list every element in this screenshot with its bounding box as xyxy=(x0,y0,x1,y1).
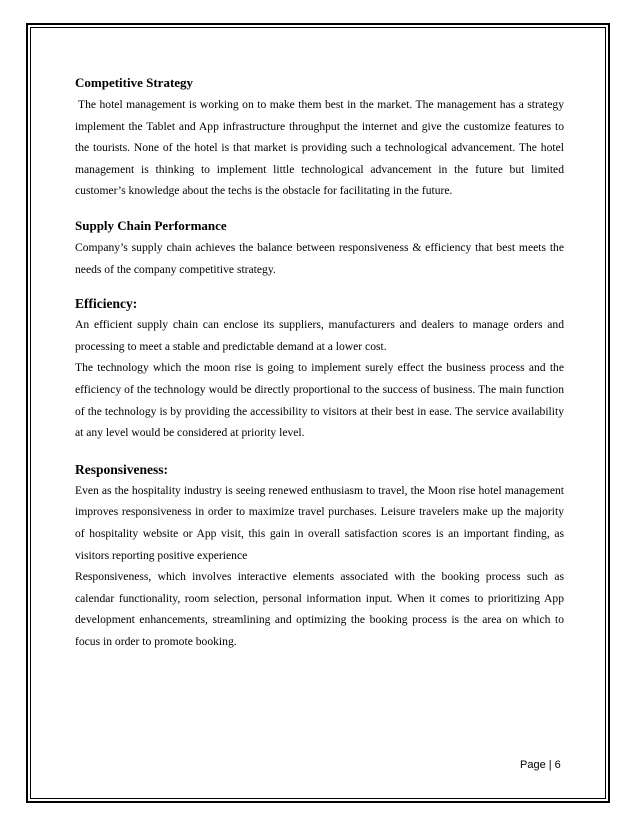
heading-competitive-strategy: Competitive Strategy xyxy=(75,75,194,90)
section-responsiveness xyxy=(75,461,564,653)
page-content xyxy=(75,74,564,652)
section-supply-chain xyxy=(75,217,564,280)
paragraph-responsiveness-2: Responsiveness, which involves interactive elements associated with the booking process such as calendar functionality, room selection, personal information input. When it comes to prioritizing App development enhancements, streamlining and optimizing the booking process is the area on which to focus in order to promote booking. xyxy=(75,570,564,648)
heading-efficiency: Efficiency: xyxy=(75,296,138,312)
page-number: Page | 6 xyxy=(520,759,561,771)
paragraph-efficiency-2: The technology which the moon rise is going to implement surely effect the business process and the efficiency of the technology would be directly proportional to the success of business. The main function of the technology is by providing the accessibility to visitors at their best in ease. The service availability at any level would be considered at priority level. xyxy=(75,361,564,440)
section-competitive-strategy xyxy=(75,74,564,202)
heading-supply-chain: Supply Chain Performance xyxy=(75,217,227,233)
heading-responsiveness: Responsiveness: xyxy=(75,461,169,477)
paragraph-competitive-strategy: The hotel management is working on to make them best in the market. The management has a strategy implement the Tablet and App infrastructure throughput the internet and give the customize features to the tourists. None of the hotel is that market is providing such a technological advancement. The hotel management is thinking to implement little technological advancement in the future but limited customer’s knowledge about the techs is the obstacle for facilitating in the future. xyxy=(75,98,564,198)
section-efficiency xyxy=(75,295,564,444)
paragraph-responsiveness-1: Even as the hospitality industry is seeing renewed enthusiasm to travel, the Moon rise hotel management improves responsiveness in order to maximize travel purchases. Leisure travelers make up the majority of hospitality website or App visit, this gain in overall satisfaction scores is an important finding, as visitors reporting positive experience xyxy=(75,483,564,562)
paragraph-efficiency-1: An efficient supply chain can enclose its suppliers, manufacturers and dealers to manage orders and processing to meet a stable and predictable demand at a lower cost. xyxy=(75,318,564,353)
paragraph-supply-chain: Company’s supply chain achieves the balance between responsiveness & efficiency that best meets the needs of the company competitive strategy. xyxy=(75,240,564,276)
